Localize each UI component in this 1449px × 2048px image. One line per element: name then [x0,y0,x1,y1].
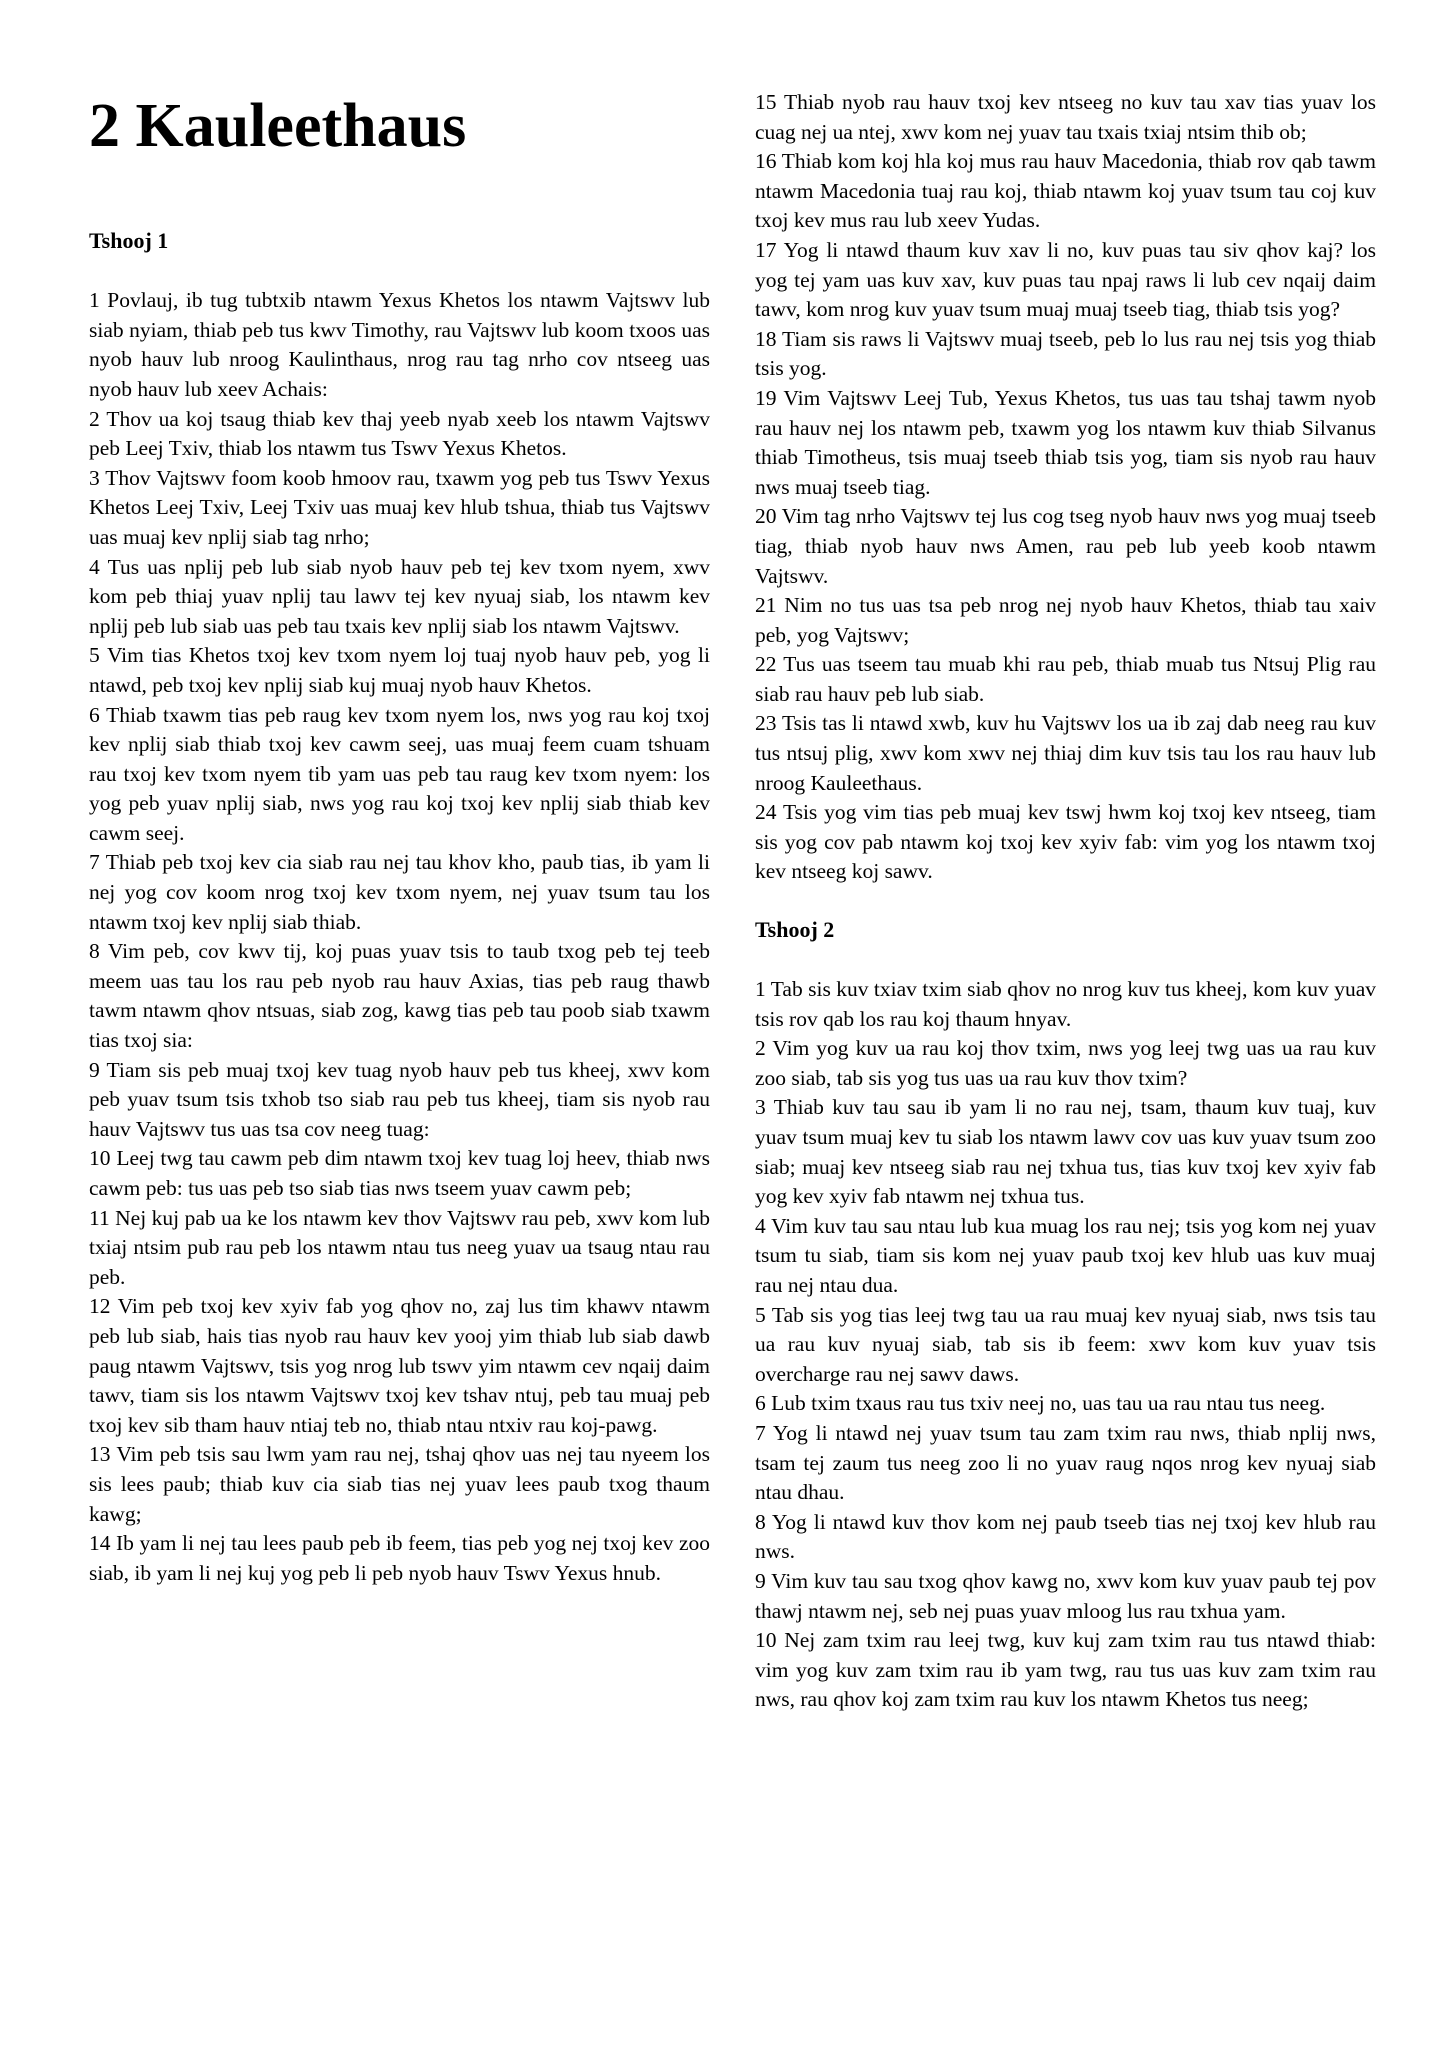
verse: 14 Ib yam li nej tau lees paub peb ib feem, tias peb yog nej txoj kev zoo siab, ib yam li nej kuj yog peb li peb nyob hauv Tswv Yexus hnub. [89,1531,710,1585]
verse: 3 Thov Vajtswv foom koob hmoov rau, txawm yog peb tus Tswv Yexus Khetos Leej Txiv, Leej Txiv uas muaj kev hlub tshua, thiab tus Vajtswv uas muaj kev nplij siab tag nrho; [89,465,710,549]
verse: 4 Vim kuv tau sau ntau lub kua muag los rau nej; tsis yog kom nej yuav tsum tu siab, tiam sis kom nej yuav paub txoj kev hlub uas kuv muaj rau nej ntau dua. [755,1213,1376,1297]
verse: 15 Thiab nyob rau hauv txoj kev ntseeg no kuv tau xav tias yuav los cuag nej ua ntej, xwv kom nej yuav tau txais txiaj ntsim thib ob; [755,90,1376,144]
verse: 7 Thiab peb txoj kev cia siab rau nej tau khov kho, paub tias, ib yam li nej yog cov koom nrog txoj kev txom nyem, nej yuav tsum tau los ntawm txoj kev nplij siab thiab. [89,850,710,934]
verse: 1 Tab sis kuv txiav txim siab qhov no nrog kuv tus kheej, kom kuv yuav tsis rov qab los rau koj thaum hnyav. [755,977,1376,1031]
verse: 24 Tsis yog vim tias peb muaj kev tswj hwm koj txoj kev ntseeg, tiam sis yog cov pab ntawm koj txoj kev xyiv fab: vim yog los ntawm txoj kev ntseeg koj sawv. [755,800,1376,884]
verse: 23 Tsis tas li ntawd xwb, kuv hu Vajtswv los ua ib zaj dab neeg rau kuv tus ntsuj plig, xwv kom xwv nej thiaj dim kuv tsis tau los rau hauv lub nroog Kauleethaus. [755,711,1376,795]
verse: 2 Thov ua koj tsaug thiab kev thaj yeeb nyab xeeb los ntawm Vajtswv peb Leej Txiv, thiab los ntawm tus Tswv Yexus Khetos. [89,406,710,461]
verse: 6 Thiab txawm tias peb raug kev txom nyem los, nws yog rau koj txoj kev nplij siab thiab txoj kev cawm seej, uas muaj feem cuam tshuam rau txoj kev txom nyem tib yam uas peb tau raug kev txom nyem: los yog peb yuav nplij siab, nws yog rau koj txoj kev nplij siab thiab kev cawm seej. [89,702,710,845]
verse: 13 Vim peb tsis sau lwm yam rau nej, tshaj qhov uas nej tau nyeem los sis lees paub; thiab kuv cia siab tias nej yuav lees paub txog thaum kawg; [89,1442,710,1526]
verse: 17 Yog li ntawd thaum kuv xav li no, kuv puas tau siv qhov kaj? los yog tej yam uas kuv xav, kuv puas tau npaj raws li lub cev nqaij daim tawv, kom nrog kuv yuav tsum muaj muaj tseeb tiag, thiab tsis yog? [755,237,1376,322]
left-column [89,90,710,1588]
verse: 22 Tus uas tseem tau muab khi rau peb, thiab muab tus Ntsuj Plig rau siab rau hauv peb lub siab. [755,652,1376,706]
verse: 16 Thiab kom koj hla koj mus rau hauv Macedonia, thiab rov qab tawm ntawm Macedonia tuaj rau koj, thiab ntawm koj yuav tsum tau coj kuv txoj kev mus rau lub xeev Yudas. [755,149,1376,233]
verse: 10 Leej twg tau cawm peb dim ntawm txoj kev tuag loj heev, thiab nws cawm peb: tus uas peb tso siab tias nws tseem yuav cawm peb; [89,1146,710,1200]
verse: 9 Vim kuv tau sau txog qhov kawg no, xwv kom kuv yuav paub tej pov thawj ntawm nej, seb nej puas yuav mloog lus rau txhua yam. [755,1568,1376,1623]
chapter-heading: Tshooj 2 [755,917,835,943]
verse: 18 Tiam sis raws li Vajtswv muaj tseeb, peb lo lus rau nej tsis yog thiab tsis yog. [755,326,1376,381]
verse: 8 Yog li ntawd kuv thov kom nej paub tseeb tias nej txoj kev hlub rau nws. [755,1509,1376,1564]
verse: 2 Vim yog kuv ua rau koj thov txim, nws yog leej twg uas ua rau kuv zoo siab, tab sis yog tus uas ua rau kuv thov txim? [755,1036,1376,1090]
verse: 21 Nim no tus uas tsa peb nrog nej nyob hauv Khetos, thiab tau xaiv peb, yog Vajtswv; [755,593,1376,647]
verse: 12 Vim peb txoj kev xyiv fab yog qhov no, zaj lus tim khawv ntawm peb lub siab, hais tias nyob rau hauv kev yooj yim thiab lub siab dawb paug ntawm Vajtswv, tsis yog nrog lub tswv yim ntawm cev nqaij daim tawv, tiam sis los ntawm Vajtswv txoj kev tshav ntuj, peb tau muaj peb txoj kev sib tham hauv ntiaj teb no, thiab ntau ntxiv rau koj-pawg. [89,1294,710,1437]
verse: 4 Tus uas nplij peb lub siab nyob hauv peb tej kev txom nyem, xwv kom peb thiaj yuav nplij tau lawv tej kev nyuaj siab, los ntawm kev nplij peb lub siab uas peb tau txais kev nplij siab los ntawm Vajtswv. [89,554,710,638]
right-column [755,88,1376,1715]
book-title: 2 Kauleethaus [89,92,467,160]
verse: 3 Thiab kuv tau sau ib yam li no rau nej, tsam, thaum kuv tuaj, kuv yuav tsum muaj kev tu siab los ntawm lawv cov uas kuv yuav tsum zoo siab; muaj kev ntseeg siab rau nej txhua tus, tias kuv txoj kev xyiv fab yog kev xyiv fab ntawm nej txhua tus. [755,1095,1376,1209]
chapter-heading: Tshooj 1 [89,228,169,254]
verse: 5 Vim tias Khetos txoj kev txom nyem loj tuaj nyob hauv peb, yog li ntawd, peb txoj kev nplij siab kuj muaj nyob hauv Khetos. [89,643,710,697]
verse: 6 Lub txim txaus rau tus txiv neej no, uas tau ua rau ntau tus neeg. [755,1391,1326,1416]
verse: 10 Nej zam txim rau leej twg, kuv kuj zam txim rau tus ntawd thiab: vim yog kuv zam txim rau ib yam twg, rau tus uas kuv zam txim rau nws, rau qhov koj zam txim rau kuv los ntawm Khetos tus neeg; [755,1628,1376,1712]
verse: 11 Nej kuj pab ua ke los ntawm kev thov Vajtswv rau peb, xwv kom lub txiaj ntsim pub rau peb los ntawm ntau tus neeg yuav ua tsaug ntau rau peb. [89,1205,710,1289]
verse: 5 Tab sis yog tias leej twg tau ua rau muaj kev nyuaj siab, nws tsis tau ua rau kuv nyuaj siab, tab sis ib feem: xwv kom kuv yuav tsis overcharge rau nej sawv daws. [755,1302,1376,1386]
verse: 1 Povlauj, ib tug tubtxib ntawm Yexus Khetos los ntawm Vajtswv lub siab nyiam, thiab peb tus kwv Timothy, rau Vajtswv lub koom txoos uas nyob hauv lub nroog Kaulinthaus, nrog rau tag nrho cov ntseeg uas nyob hauv lub xeev Achais: [89,288,710,401]
verse: 7 Yog li ntawd nej yuav tsum tau zam txim rau nws, thiab nplij nws, tsam tej zaum tus neeg zoo li no yuav raug nqos nrog kev nyuaj siab ntau dhau. [755,1420,1376,1505]
verse: 8 Vim peb, cov kwv tij, koj puas yuav tsis to taub txog peb tej teeb meem uas tau los rau peb nyob rau hauv Axias, tias peb raug thawb tawm ntawm qhov ntsuas, siab zog, kawg tias peb tau poob siab txawm tias txoj sia: [89,939,710,1053]
verse: 19 Vim Vajtswv Leej Tub, Yexus Khetos, tus uas tau tshaj tawm nyob rau hauv nej los ntawm peb, txawm yog los ntawm kuv thiab Silvanus thiab Timotheus, tsis muaj tseeb thiab tsis yog, tiam sis nyob rau hauv nws muaj tseeb tiag. [755,385,1376,499]
verse: 9 Tiam sis peb muaj txoj kev tuag nyob hauv peb tus kheej, xwv kom peb yuav tsum tsis txhob tso siab rau peb tus kheej, tiam sis nyob rau hauv Vajtswv tus uas tsa cov neeg tuag: [89,1057,710,1141]
verse: 20 Vim tag nrho Vajtswv tej lus cog tseg nyob hauv nws yog muaj tseeb tiag, thiab nyob hauv nws Amen, rau peb lub yeeb koob ntawm Vajtswv. [755,504,1376,588]
